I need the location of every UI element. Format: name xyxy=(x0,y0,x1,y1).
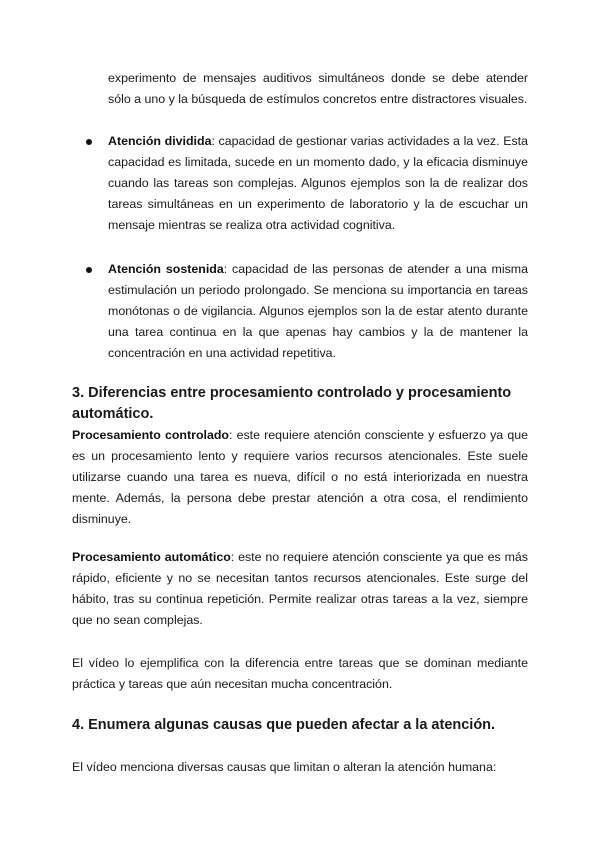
term-sustained-attention: Atención sostenida xyxy=(108,262,224,276)
example-paragraph: El vídeo lo ejemplifica con la diferencia entre tareas que se dominan mediante práctica y tareas que aún necesitan mucha concentración. xyxy=(72,656,528,691)
definition-automatic-processing: : este no requiere atención consciente ya que es más rápido, eficiente y no se necesitan tantos recursos atencionales. Este surge del hábito, tras su continua repetición. Permite realizar otras tareas a la vez, siempre que no sean complejas. xyxy=(72,550,528,627)
term-automatic-processing: Procesamiento automático xyxy=(72,550,231,564)
bullet-icon xyxy=(86,267,92,273)
definition-controlled-processing: : este requiere atención consciente y esfuerzo ya que es un procesamiento lento y requiere varios recursos atencionales. Este suele utilizarse cuando una tarea es nueva, difícil o no está interiorizada en nuestra mente. Además, la persona debe prestar atención a otra cosa, el rendimiento disminuye. xyxy=(72,428,528,526)
controlled-processing-paragraph xyxy=(72,425,528,530)
bullet-sustained-attention xyxy=(108,259,528,364)
section3-heading: 3. Diferencias entre procesamiento controlado y procesamiento automático. xyxy=(72,385,512,422)
bullet-icon xyxy=(86,139,92,145)
term-controlled-processing: Procesamiento controlado xyxy=(72,428,229,442)
automatic-processing-paragraph xyxy=(72,547,528,631)
section4-heading: 4. Enumera algunas causas que pueden afectar a la atención. xyxy=(72,717,496,733)
term-divided-attention: Atención dividida xyxy=(108,134,212,148)
section4-intro-paragraph: El vídeo menciona diversas causas que limitan o alteran la atención humana: xyxy=(72,760,497,774)
definition-sustained-attention: : capacidad de las personas de atender a una misma estimulación un periodo prolongado. Se menciona su importancia en tareas monótonas o de vigilancia. Algunos ejemplos son la de estar atento durante una tarea continua en la que apenas hay cambios y la de mantener la concentración en una actividad repetitiva. xyxy=(108,262,528,360)
bullet-divided-attention xyxy=(108,131,528,236)
definition-divided-attention: : capacidad de gestionar varias actividades a la vez. Esta capacidad es limitada, sucede en un momento dado, y la eficacia disminuye cuando las tareas son complejas. Algunos ejemplos son la de realizar dos tareas simultáneas en un experimento de laboratorio y la de escuchar un mensaje mientras se realiza otra actividad cognitiva. xyxy=(108,134,529,232)
intro-continuation-paragraph: experimento de mensajes auditivos simultáneos donde se debe atender sólo a uno y la búsqueda de estímulos concretos entre distractores visuales. xyxy=(108,71,528,106)
